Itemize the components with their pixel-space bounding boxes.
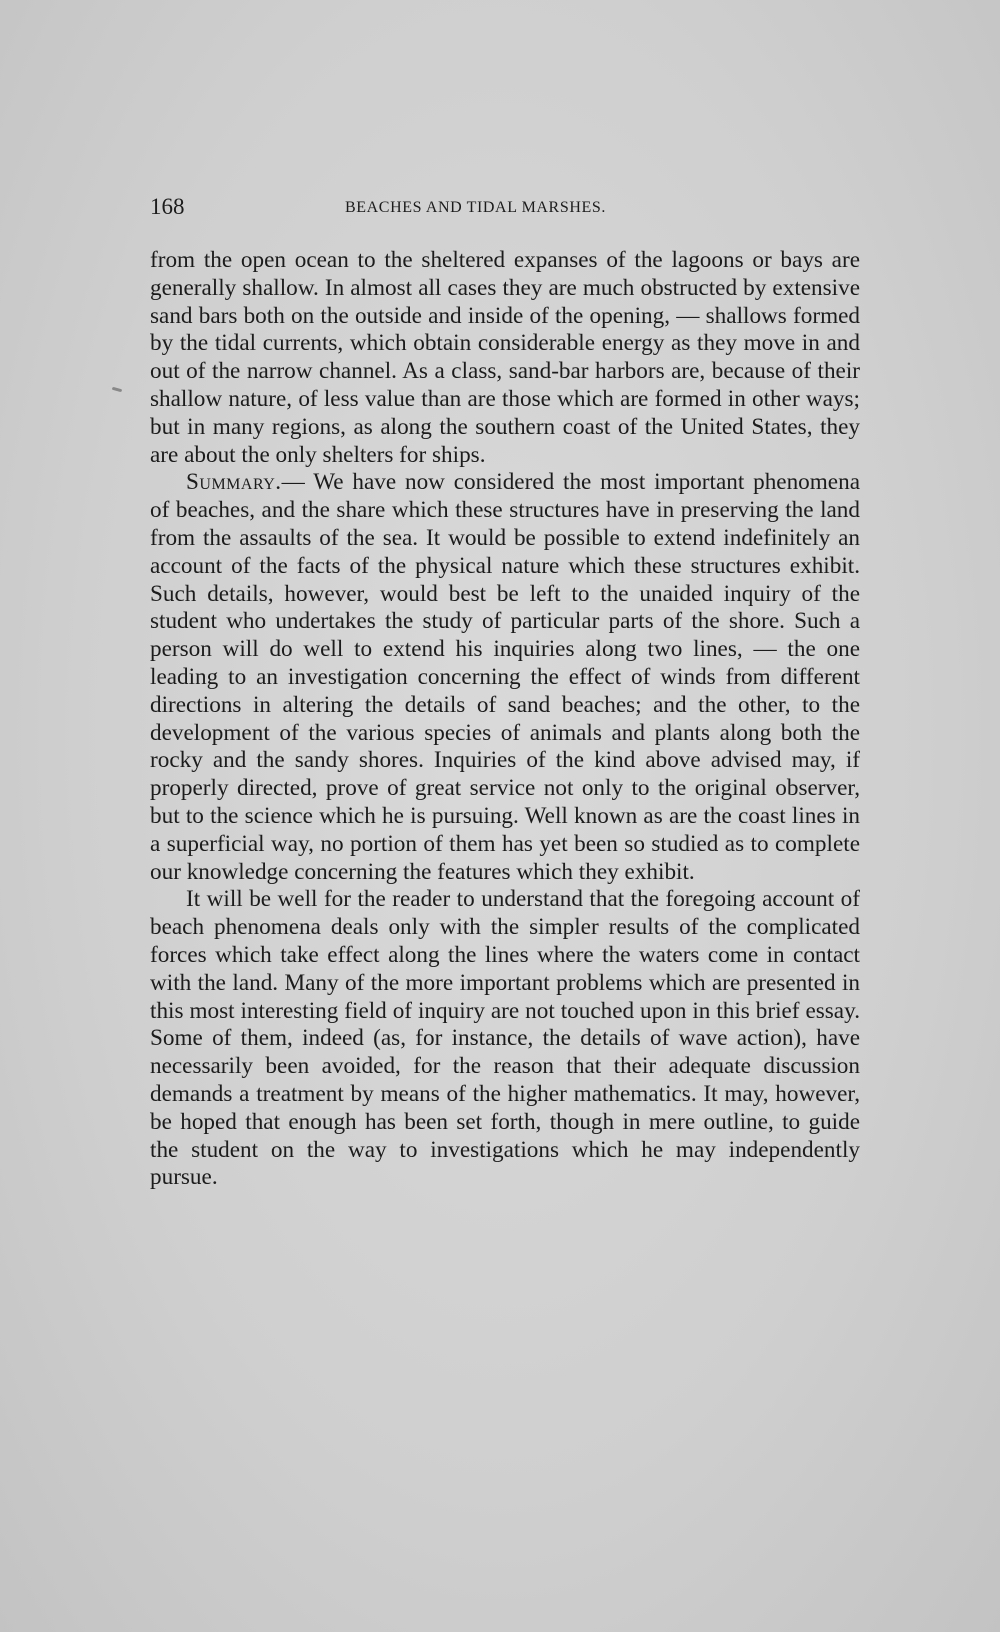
running-head bbox=[150, 192, 860, 226]
paragraph-3-text: It will be well for the reader to understand that the foregoing account of beach phenomena deals only with the simpler results of the complicated forces which take effect along the lines where the waters come in contact with the land. Many of the more important problems which are presented in this most interesting field of inquiry are not touched upon in this brief essay. Some of them, indeed (as, for instance, the details of wave action), have necessarily been avoided, for the reason that their adequate discussion demands a treatment by means of the higher mathematics. It may, however, be hoped that enough has been set forth, though in mere outline, to guide the student on the way to investigations which he may independently pursue. bbox=[150, 886, 860, 1191]
paragraph-1-text: from the open ocean to the sheltered expanses of the lagoons or bays are generally shallow. In almost all cases they are much obstructed by extensive sand bars both on the outside and inside of the opening, — shallows formed by the tidal currents, which obtain considerable energy as they move in and out of the narrow channel. As a class, sand-bar harbors are, because of their shallow nature, of less value than are those which are formed in other ways; but in many regions, as along the southern coast of the United States, they are about the only shelters for ships. bbox=[150, 247, 860, 468]
paragraph-1 bbox=[150, 247, 860, 469]
body-text bbox=[150, 247, 860, 1192]
summary-lead: Summary. bbox=[186, 469, 282, 496]
paragraph-3 bbox=[150, 886, 860, 1192]
paragraph-2 bbox=[150, 469, 860, 886]
paper-speck bbox=[112, 387, 122, 392]
paragraph-2-text: — We have now considered the most important phenomena of beaches, and the share which these structures have in preserving the land from the assaults of the sea. It would be possible to extend indefinitely an account of the facts of the physical nature which these structures exhibit. Such details, however, would best be left to the unaided inquiry of the student who undertakes the study of particular parts of the shore. Such a person will do well to extend his inquiries along two lines, — the one leading to an investigation concerning the effect of winds from different directions in altering the details of sand beaches; and the other, to the development of the various species of animals and plants along both the rocky and the sandy shores. Inquiries of the kind above advised may, if properly directed, prove of great service not only to the original observer, but to the science which he is pursuing. Well known as are the coast lines in a superficial way, no portion of them has yet been so studied as to complete our knowledge concerning the features which they exhibit. bbox=[150, 469, 860, 885]
page-number: 168 bbox=[150, 194, 185, 219]
running-title: BEACHES AND TIDAL MARSHES. bbox=[345, 199, 606, 216]
